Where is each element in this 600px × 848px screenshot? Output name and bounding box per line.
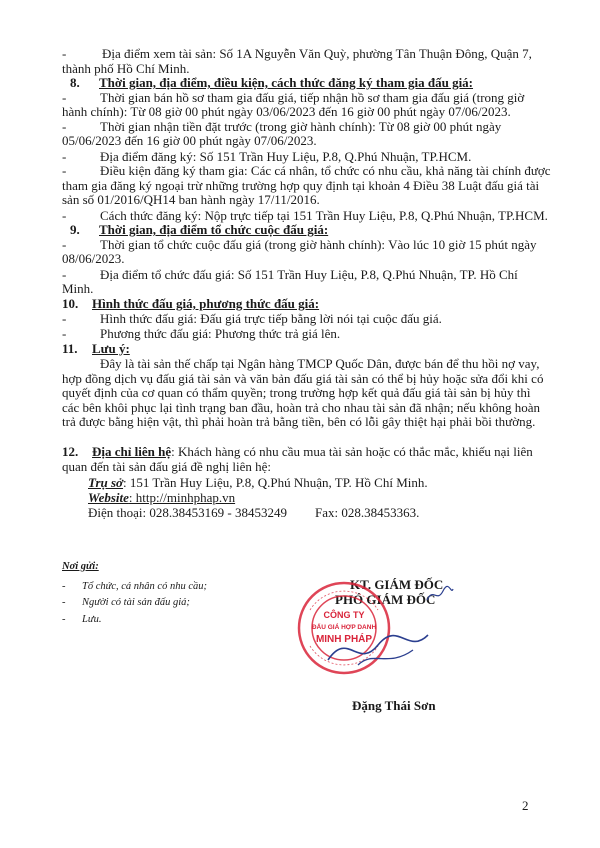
recipient-1: Tổ chức, cá nhân có nhu cầu; [82, 581, 207, 592]
page-number: 2 [522, 798, 529, 813]
bullet-dash: - [62, 237, 67, 252]
s8-item3: Địa điểm đăng ký: Số 151 Trần Huy Liệu, P.8, Q.Phú Nhuận, TP.HCM. [100, 149, 472, 164]
recipients-heading: Nơi gửi: [62, 561, 99, 572]
s10-item2: Phương thức đấu giá: Phương thức trả giá lên. [100, 326, 341, 341]
s11-line1: Đây là tài sản thế chấp tại Ngân hàng TMCP Quốc Dân, được bán để thu hồi nợ vay, [100, 356, 540, 371]
seal-text-1: CÔNG TY [323, 610, 365, 620]
website-label: Website [88, 490, 129, 505]
s8-item2-line2: 05/06/2023 đến 16 giờ 00 phút ngày 07/06/2023. [62, 133, 317, 148]
s12-text: : Khách hàng có nhu cầu mua tài sản hoặc có thắc mắc, khiếu nại liên [171, 444, 533, 459]
bullet-dash: - [62, 208, 67, 223]
s8-item4-line1: Điều kiện đăng ký tham gia: Các cá nhân, tổ chức có nhu cầu, khả năng tài chính được [100, 163, 551, 178]
bullet-dash: - [62, 326, 67, 341]
bullet-dash: - [62, 149, 67, 164]
s8-item1-line1: Thời gian bán hồ sơ tham gia đấu giá, tiếp nhận hồ sơ tham gia đấu giá (trong giờ [100, 90, 525, 105]
section-10-title: Hình thức đấu giá, phương thức đấu giá: [92, 296, 320, 311]
head-office-address: : 151 Trần Huy Liệu, P.8, Q.Phú Nhuận, TP. Hồ Chí Minh. [123, 475, 428, 490]
section-9-title: Thời gian, địa điểm tổ chức cuộc đấu giá: [99, 222, 329, 237]
s9-item1-line1: Thời gian tổ chức cuộc đấu giá (trong giờ hành chính): Vào lúc 10 giờ 15 phút ngày [100, 237, 537, 252]
section-11-number: 11. [62, 341, 78, 356]
section-8-title: Thời gian, địa điểm, điều kiện, cách thức đăng ký tham gia đấu giá: [99, 75, 474, 90]
section-11-title: Lưu ý: [92, 341, 130, 356]
section-12-number: 12. [62, 444, 79, 459]
section-8-number: 8. [70, 75, 80, 90]
signature-icon [315, 620, 448, 680]
fax-line: Fax: 028.38453363. [315, 505, 420, 520]
head-office-line [88, 476, 428, 491]
s11-line2: hợp đồng dịch vụ đấu giá tài sản và văn bản đấu giá tài sản có thể bị hủy hoặc sửa đổi khi có [62, 371, 544, 386]
bullet-dash: - [62, 46, 67, 61]
bullet-dash: - [62, 581, 66, 592]
s8-item2-line1: Thời gian nhận tiền đặt trước (trong giờ hành chính): Từ 08 giờ 00 phút ngày [100, 119, 502, 134]
s11-line4: các bên khôi phục lại tình trạng ban đầu, hoàn trả cho nhau tài sản đã nhận; nếu không hoàn [62, 400, 540, 415]
bullet-dash: - [62, 311, 67, 326]
seal-text-3: MINH PHÁP [315, 634, 373, 645]
s10-item1: Hình thức đấu giá: Đấu giá trực tiếp bằng lời nói tại cuộc đấu giá. [100, 311, 442, 326]
s11-line5: trả được bằng hiện vật, thì phải hoàn trả bằng tiền, bên có lỗi gây thiệt hại phải bồi thường. [62, 414, 536, 429]
view-location-line2: thành phố Hồ Chí Minh. [62, 61, 190, 76]
seal-text-2: ĐẤU GIÁ HỢP DANH [311, 624, 377, 631]
bullet-dash: - [62, 119, 67, 134]
s8-item5: Cách thức đăng ký: Nộp trực tiếp tại 151 Trần Huy Liệu, P.8, Q.Phú Nhuận, TP.HCM. [100, 208, 548, 223]
view-location-line1: Địa điểm xem tài sản: Số 1A Nguyễn Văn Quỳ, phường Tân Thuận Đông, Quận 7, [102, 46, 532, 61]
bullet-dash: - [62, 163, 67, 178]
bullet-dash: - [62, 90, 67, 105]
recipient-3: Lưu. [82, 614, 102, 625]
website-link[interactable]: : http://minhphap.vn [128, 490, 236, 505]
initial-mark-icon [425, 585, 455, 605]
s12-line2: quan đến tài sản đấu giá đề nghị liên hệ: [62, 459, 272, 474]
s9-item1-line2: 08/06/2023. [62, 251, 125, 266]
signer-title-2: PHÓ GIÁM ĐỐC [335, 592, 436, 607]
s8-item4-line2: tham gia đăng ký ngoại trừ những trường hợp quy định tại khoản 4 Điều 38 Luật đấu giá tài [62, 178, 540, 193]
head-office-label: Trụ sở [88, 475, 124, 490]
signer-title-1: KT. GIÁM ĐỐC [350, 577, 444, 592]
s9-item2-line1: Địa điểm tổ chức đấu giá: Số 151 Trần Huy Liệu, P.8, Q.Phú Nhuận, TP. Hồ Chí [100, 267, 518, 282]
section-10-number: 10. [62, 296, 79, 311]
s12-line1 [92, 445, 533, 460]
s11-line3: quyết định của cơ quan có thẩm quyền; trong trường hợp kết quả đấu giá tài sản bị hủy thì [62, 385, 531, 400]
website-line [88, 491, 235, 506]
s9-item2-line2: Minh. [62, 281, 94, 296]
recipient-2: Người có tài sản đấu giá; [82, 597, 190, 608]
signer-name: Đặng Thái Sơn [352, 698, 436, 713]
bullet-dash: - [62, 597, 66, 608]
s8-item4-line3: sản số 01/2016/QH14 ban hành ngày 17/11/2016. [62, 192, 320, 207]
phone-line: Điện thoại: 028.38453169 - 38453249 [88, 505, 287, 520]
s12-label: Địa chỉ liên hệ [92, 444, 172, 459]
bullet-dash: - [62, 267, 67, 282]
bullet-dash: - [62, 614, 66, 625]
s8-item1-line2: hành chính): Từ 08 giờ 00 phút ngày 03/06/2023 đến 16 giờ 00 phút ngày 07/06/2023. [62, 104, 511, 119]
section-9-number: 9. [70, 222, 80, 237]
